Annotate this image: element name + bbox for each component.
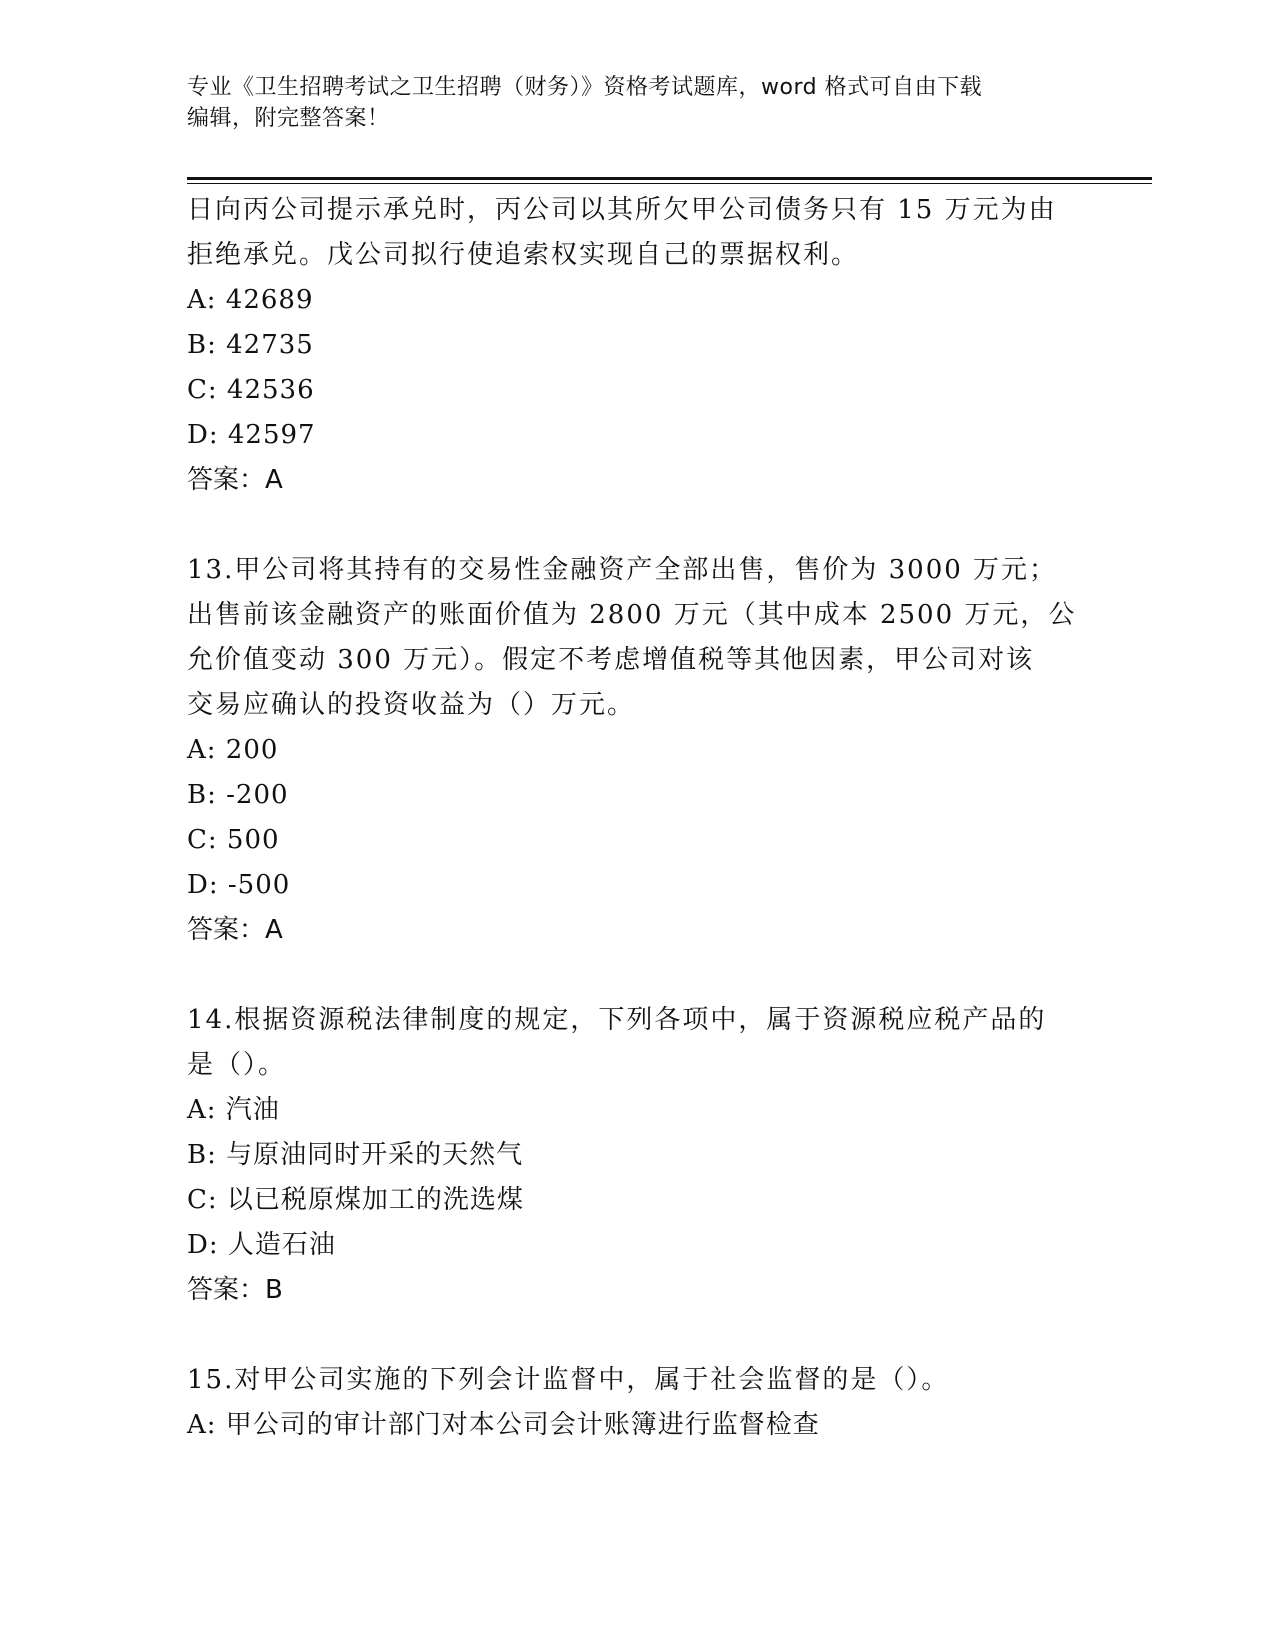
header-line-1: 专业《卫生招聘考试之卫生招聘（财务）》资格考试题库，word 格式可自由下载 xyxy=(187,75,983,100)
question-12 xyxy=(187,188,1087,503)
question-13-option-c: C: 500 xyxy=(187,825,280,855)
question-15-text-line: 15.对甲公司实施的下列会计监督中，属于社会监督的是（）。 xyxy=(187,1365,950,1395)
question-14-option-b: B: 与原油同时开采的天然气 xyxy=(187,1140,524,1170)
question-13 xyxy=(187,548,1087,953)
question-15-option-a: A: 甲公司的审计部门对本公司会计账簿进行监督检查 xyxy=(187,1410,820,1440)
question-13-option-a: A: 200 xyxy=(187,735,279,765)
question-12-text-line: 拒绝承兑。戊公司拟行使追索权实现自己的票据权利。 xyxy=(187,240,860,270)
header-rule-thin xyxy=(187,183,1152,184)
question-12-option-c: C: 42536 xyxy=(187,375,315,405)
question-13-text-line: 允价值变动 300 万元）。假定不考虑增值税等其他因素，甲公司对该 xyxy=(187,645,1035,675)
question-content xyxy=(187,188,1087,1448)
question-13-option-d: D: -500 xyxy=(187,870,291,900)
question-14-answer: 答案：B xyxy=(187,1275,283,1305)
question-spacer xyxy=(187,953,1087,998)
question-12-option-a: A: 42689 xyxy=(187,285,314,315)
question-12-option-d: D: 42597 xyxy=(187,420,316,450)
question-12-option-b: B: 42735 xyxy=(187,330,314,360)
header-rule-thick xyxy=(187,177,1152,180)
page-header xyxy=(187,72,1067,134)
header-line-2: 编辑，附完整答案！ xyxy=(187,106,390,131)
question-13-option-b: B: -200 xyxy=(187,780,289,810)
question-spacer xyxy=(187,503,1087,548)
question-15 xyxy=(187,1358,1087,1448)
question-12-answer: 答案：A xyxy=(187,465,283,495)
question-14 xyxy=(187,998,1087,1313)
question-14-option-c: C: 以已税原煤加工的洗选煤 xyxy=(187,1185,524,1215)
question-14-option-d: D: 人造石油 xyxy=(187,1230,336,1260)
question-spacer xyxy=(187,1313,1087,1358)
question-14-text-line: 14.根据资源税法律制度的规定，下列各项中，属于资源税应税产品的 xyxy=(187,1005,1047,1035)
question-13-answer: 答案：A xyxy=(187,915,283,945)
question-14-option-a: A: 汽油 xyxy=(187,1095,280,1125)
question-12-text-line: 日向丙公司提示承兑时，丙公司以其所欠甲公司债务只有 15 万元为由 xyxy=(187,195,1057,225)
question-13-text-line: 13.甲公司将其持有的交易性金融资产全部出售，售价为 3000 万元； xyxy=(187,555,1058,585)
question-13-text-line: 出售前该金融资产的账面价值为 2800 万元（其中成本 2500 万元，公 xyxy=(187,600,1077,630)
question-14-text-line: 是（）。 xyxy=(187,1050,287,1080)
question-13-text-line: 交易应确认的投资收益为（）万元。 xyxy=(187,690,636,720)
